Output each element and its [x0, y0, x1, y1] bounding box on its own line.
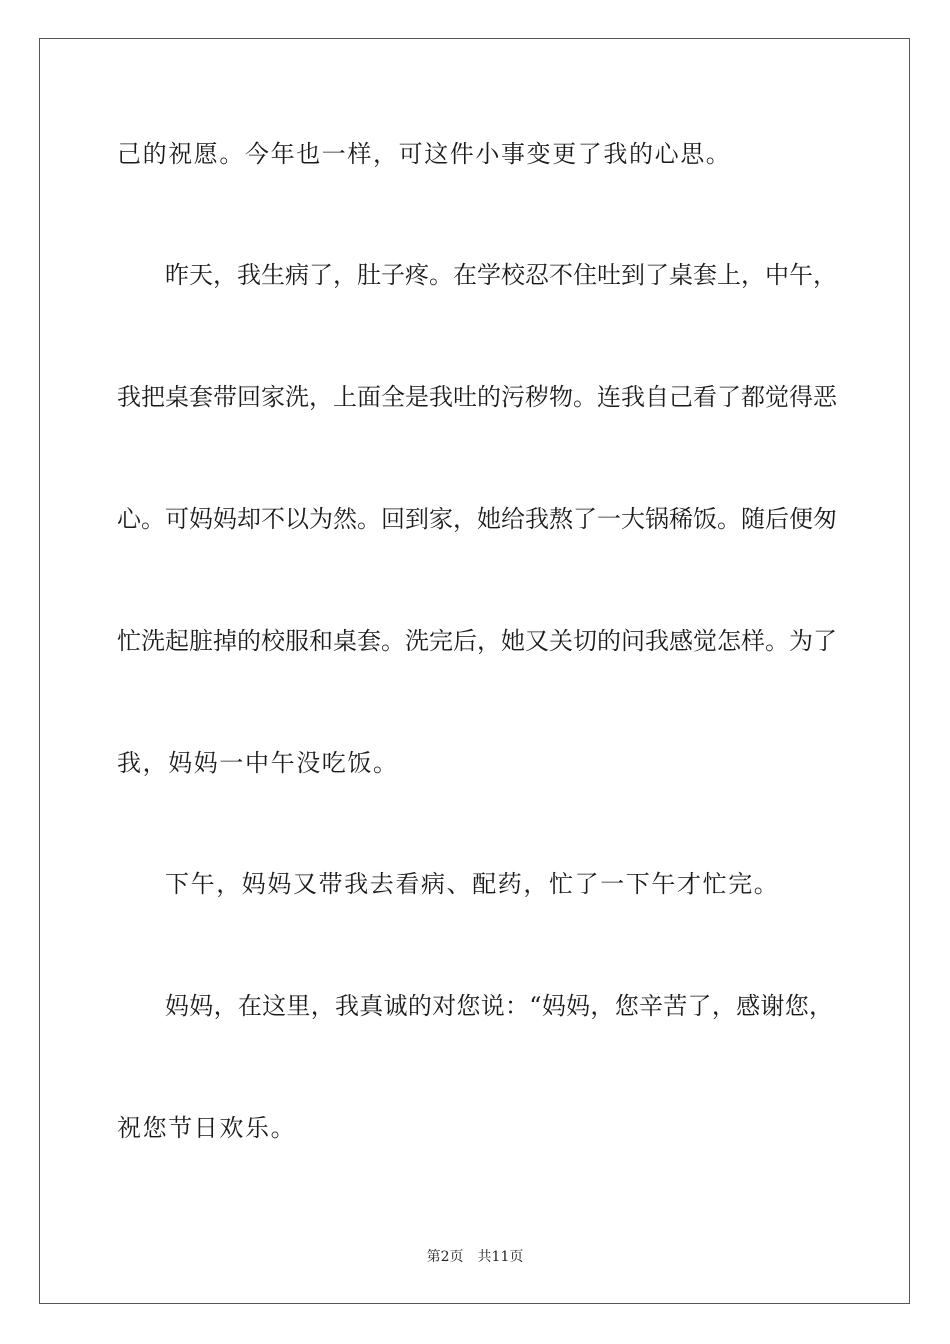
paragraph-line-9: 祝您节日欢乐。: [117, 1114, 297, 1142]
page-number: 第2页: [426, 1249, 464, 1265]
paragraph-line-2: 昨天，我生病了，肚子疼。在学校忍不住吐到了桌套上，中午，: [165, 261, 837, 289]
paragraph-line-7: 下午，妈妈又带我去看病、配药，忙了一下午才忙完。: [165, 870, 780, 898]
page-total: 共11页: [477, 1249, 524, 1265]
paragraph-line-3: 我把桌套带回家洗，上面全是我吐的污秽物。连我自己看了都觉得恶: [117, 383, 837, 411]
paragraph-line-8: 妈妈，在这里，我真诚的对您说：“妈妈，您辛苦了，感谢您，: [165, 992, 833, 1020]
paragraph-line-5: 忙洗起脏掉的校服和桌套。洗完后，她又关切的问我感觉怎样。为了: [117, 627, 837, 655]
paragraph-line-1: 己的祝愿。今年也一样，可这件小事变更了我的心思。: [117, 140, 732, 168]
page-footer: [0, 1247, 950, 1267]
paragraph-line-6: 我，妈妈一中午没吃饭。: [117, 749, 399, 777]
paragraph-line-4: 心。可妈妈却不以为然。回到家，她给我熬了一大锅稀饭。随后便匆: [117, 505, 837, 533]
